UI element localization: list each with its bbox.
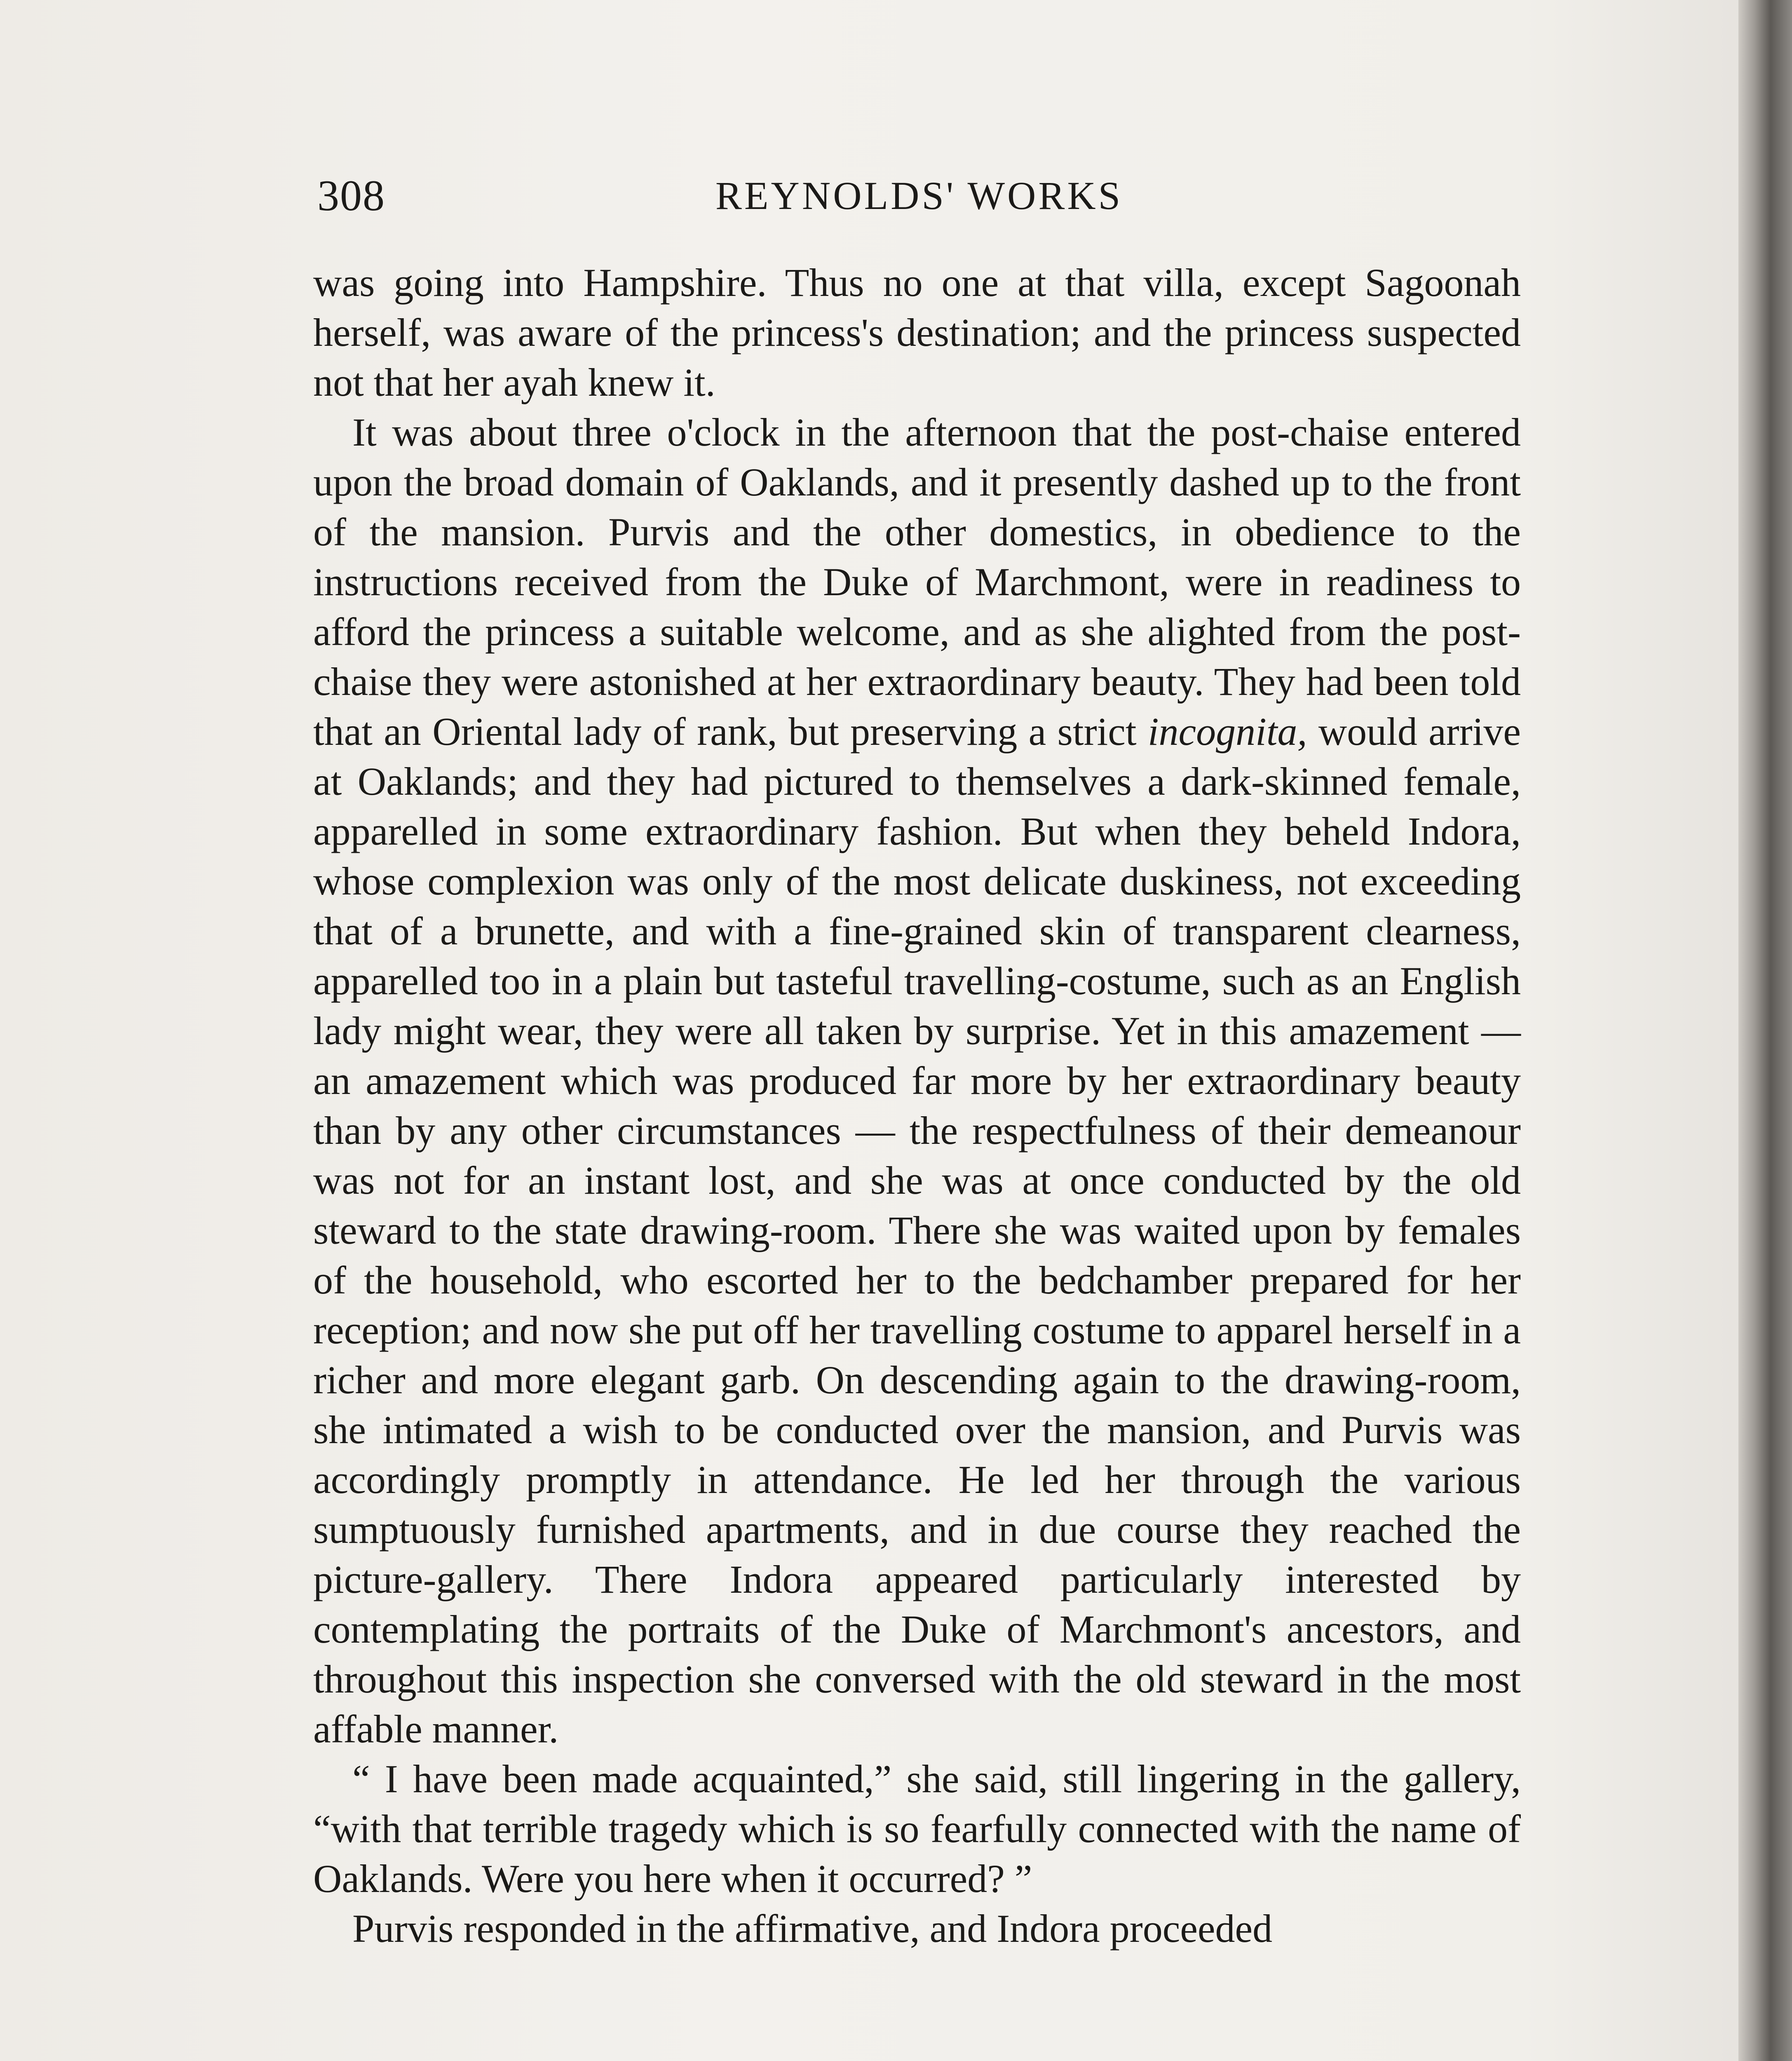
paragraph-dialogue: “ I have been made acquainted,” she said, still lingering in the gallery, “with that terrible tragedy which is so fearfully connected with the name of Oaklands. Were you here when it occurred? ” — [313, 1757, 1521, 1901]
paragraph-continuation: was going into Hampshire. Thus no one at that villa, except Sagoonah herself, was aware of the princess's destination; and the princess suspected not that her ayah knew it. — [313, 261, 1521, 404]
paragraph-response: Purvis responded in the affirmative, and Indora proceeded — [352, 1906, 1273, 1951]
body-text — [313, 258, 1521, 1953]
paragraph-arrival-text-before: It was about three o'clock in the afternoon that the post-chaise entered upon the broad domain of Oaklands, and it presently dashed up to the front of the mansion. Purvis and the other domestics, in obedience to the instructions received from the Duke of Marchmont, were in readiness to afford the princess a suitable welcome, and as she alighted from the post-chaise they were astonished at her extraordinary beauty. They had been told that an Oriental lady of rank, but preserving a strict — [313, 410, 1521, 754]
paragraph-arrival-text-after: would arrive at Oaklands; and they had pictured to themselves a dark-skinned female, apparelled in some extraordinary fashion. But when they beheld Indora, whose complexion was only of the most delicate duskiness, not exceeding that of a brunette, and with a fine-grained skin of transparent clearness, apparelled too in a plain but tasteful travelling-costume, such as an English lady might wear, they were all taken by surprise. Yet in this amazement — an amazement which was produced far more by her extraordinary beauty than by any other circumstances — the respectfulness of their demeanour was not for an instant lost, and she was at once conducted by the old steward to the state drawing-room. There she was waited upon by females of the household, who escorted her to the bedchamber prepared for her reception; and now she put off her travelling costume to apparel herself in a richer and more elegant garb. On descending again to the drawing-room, she intimated a wish to be conducted over the mansion, and Purvis was accordingly promptly in attendance. He led her through the various sumptuously furnished apartments, and in due course they reached the picture-gallery. There Indora appeared particularly interested by contemplating the portraits of the Duke of Marchmont's ancestors, and throughout this inspection she conversed with the old steward in the most affable manner. — [313, 709, 1521, 1751]
running-head: REYNOLDS' WORKS — [715, 174, 1123, 218]
italic-word: incognita, — [1147, 709, 1307, 754]
page-number: 308 — [317, 171, 385, 220]
paragraph-arrival — [313, 407, 1521, 1754]
page-edge-shadow — [1738, 0, 1792, 2061]
page-header — [317, 165, 1521, 227]
